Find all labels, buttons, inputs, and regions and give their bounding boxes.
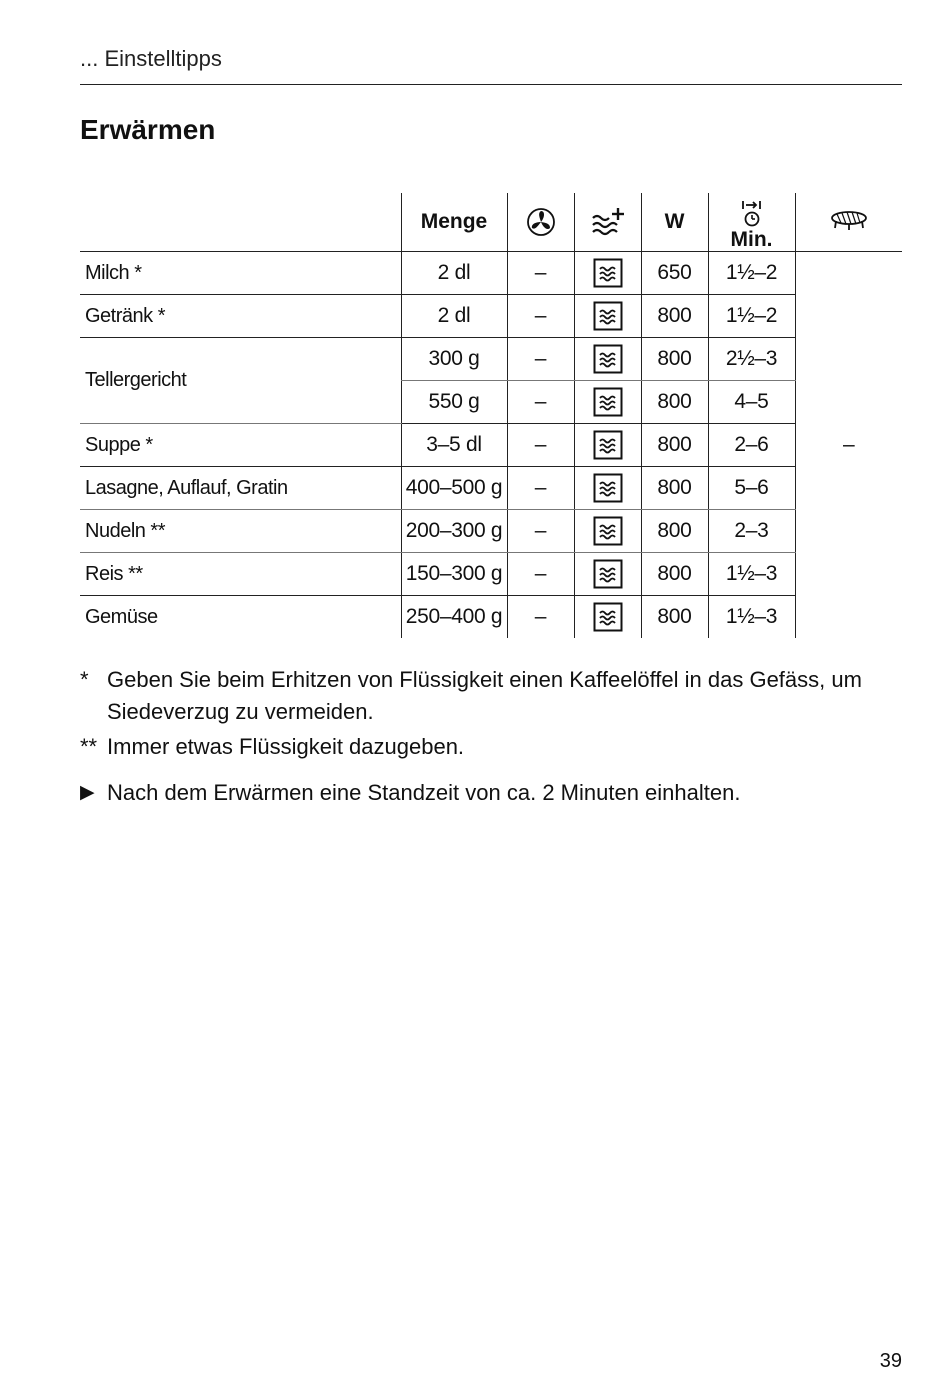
fan-cell: – xyxy=(507,510,574,553)
minutes-cell: 5–6 xyxy=(708,467,795,510)
minutes-cell: 2–6 xyxy=(708,424,795,467)
quantity-cell: 200–300 g xyxy=(401,510,507,553)
watt-cell: 800 xyxy=(641,467,708,510)
quantity-cell: 2 dl xyxy=(401,295,507,338)
microwave-icon xyxy=(593,516,623,546)
action-arrow-icon: ▶ xyxy=(80,782,95,803)
minutes-cell: 1½–3 xyxy=(708,596,795,639)
timer-icon xyxy=(740,199,764,227)
minutes-cell: 2–3 xyxy=(708,510,795,553)
microwave-cell xyxy=(574,338,641,381)
note-1 xyxy=(80,664,910,728)
food-name: Gemüse xyxy=(85,605,158,628)
page-number: 39 xyxy=(879,1350,902,1372)
header-minutes xyxy=(708,193,795,252)
minutes-cell: 2½–3 xyxy=(708,338,795,381)
header-divider xyxy=(80,84,902,85)
header-minutes-label: Min. xyxy=(730,227,773,251)
settings-table-body xyxy=(80,252,902,639)
rack-icon xyxy=(829,209,869,235)
microwave-cell xyxy=(574,252,641,295)
header-empty xyxy=(80,193,401,252)
fan-cell: – xyxy=(507,295,574,338)
microwave-cell xyxy=(574,381,641,424)
quantity-cell: 300 g xyxy=(401,338,507,381)
table-row xyxy=(80,252,902,295)
rack-cell: – xyxy=(843,433,855,456)
watt-cell: 650 xyxy=(641,252,708,295)
settings-table-wrapper xyxy=(80,193,902,638)
minutes-cell: 1½–3 xyxy=(708,553,795,596)
watt-cell: 800 xyxy=(641,338,708,381)
food-name: Tellergericht xyxy=(80,338,401,424)
minutes-cell: 1½–2 xyxy=(708,295,795,338)
microwave-cell xyxy=(574,596,641,639)
food-name: Milch * xyxy=(80,252,401,295)
note-1-text: Geben Sie beim Erhitzen von Flüssigkeit einen Kaffeelöffel in das Gefäss, um Siedeverzug zu vermeiden. xyxy=(107,667,862,724)
action-instruction xyxy=(80,777,910,809)
watt-cell: 800 xyxy=(641,510,708,553)
header-microwave-plus xyxy=(574,193,641,252)
food-name: Nudeln ** xyxy=(80,510,401,553)
page-title: Erwärmen xyxy=(80,114,216,145)
table-row xyxy=(80,424,902,467)
quantity-cell: 550 g xyxy=(401,381,507,424)
microwave-icon xyxy=(593,602,623,632)
microwave-icon xyxy=(593,387,623,417)
table-row xyxy=(80,596,902,639)
microwave-icon xyxy=(593,473,623,503)
header-minutes-group xyxy=(709,195,795,250)
minutes-cell: 1½–2 xyxy=(708,252,795,295)
microwave-plus-icon xyxy=(590,206,626,238)
microwave-cell xyxy=(574,295,641,338)
quantity-cell: 250–400 g xyxy=(401,596,507,639)
quantity-cell: 2 dl xyxy=(401,252,507,295)
quantity-cell: 400–500 g xyxy=(401,467,507,510)
action-text: Nach dem Erwärmen eine Standzeit von ca. 2 Minuten einhalten. xyxy=(107,780,741,805)
table-row xyxy=(80,510,902,553)
microwave-icon xyxy=(593,559,623,589)
header-rack xyxy=(795,193,902,252)
fan-cell: – xyxy=(507,596,574,639)
food-name: Lasagne, Auflauf, Gratin xyxy=(80,467,401,510)
table-row xyxy=(80,338,902,381)
microwave-cell xyxy=(574,510,641,553)
header-fan xyxy=(507,193,574,252)
note-2-text: Immer etwas Flüssigkeit dazugeben. xyxy=(107,734,465,759)
microwave-cell xyxy=(574,553,641,596)
table-header-row xyxy=(80,193,902,252)
fan-cell: – xyxy=(507,381,574,424)
fan-cell: – xyxy=(507,467,574,510)
note-1-mark: * xyxy=(80,667,89,692)
note-2-mark: ** xyxy=(80,734,98,759)
watt-cell: 800 xyxy=(641,295,708,338)
watt-cell: 800 xyxy=(641,596,708,639)
microwave-icon xyxy=(593,258,623,288)
watt-cell: 800 xyxy=(641,553,708,596)
microwave-icon xyxy=(593,344,623,374)
microwave-cell xyxy=(574,467,641,510)
fan-icon xyxy=(526,207,556,237)
table-row xyxy=(80,467,902,510)
fan-cell: – xyxy=(507,252,574,295)
settings-table xyxy=(80,193,902,638)
table-row xyxy=(80,295,902,338)
food-name: Reis ** xyxy=(80,553,401,596)
minutes-cell: 4–5 xyxy=(708,381,795,424)
microwave-icon xyxy=(593,301,623,331)
food-name: Suppe * xyxy=(80,424,401,467)
watt-cell: 800 xyxy=(641,424,708,467)
microwave-icon xyxy=(593,430,623,460)
fan-cell: – xyxy=(507,553,574,596)
quantity-cell: 3–5 dl xyxy=(401,424,507,467)
header-watt: W xyxy=(641,193,708,252)
fan-cell: – xyxy=(507,338,574,381)
microwave-cell xyxy=(574,424,641,467)
quantity-cell: 150–300 g xyxy=(401,553,507,596)
food-name: Getränk * xyxy=(80,295,401,338)
fan-cell: – xyxy=(507,424,574,467)
note-2 xyxy=(80,731,910,763)
section-header: ... Einstelltipps xyxy=(80,46,222,71)
notes xyxy=(80,664,910,809)
watt-cell: 800 xyxy=(641,381,708,424)
table-row xyxy=(80,553,902,596)
header-quantity: Menge xyxy=(401,193,507,252)
